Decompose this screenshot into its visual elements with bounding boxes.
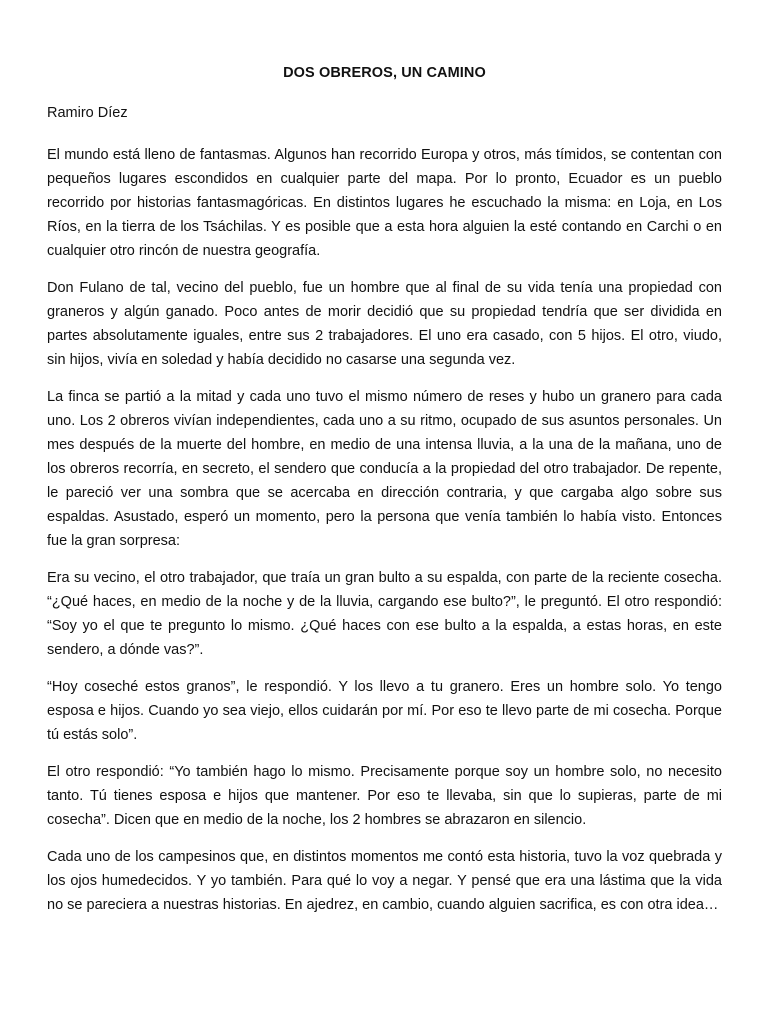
paragraph-7: Cada uno de los campesinos que, en distintos momentos me contó esta historia, tuvo la voz quebrada y los ojos humedecidos. Y yo también. Para qué lo voy a negar. Y pensé que era una lástima que la vida no se pareciera a nuestras historias. En ajedrez, en cambio, cuando alguien sacrifica, es con otra idea… — [47, 849, 722, 913]
paragraph-3: La finca se partió a la mitad y cada uno tuvo el mismo número de reses y hubo un granero para cada uno. Los 2 obreros vivían independientes, cada uno a su ritmo, ocupado de sus asuntos personales. Un mes después de la muerte del hombre, en medio de una intensa lluvia, a la una de la mañana, uno de los obreros recorría, en secreto, el sendero que conducía a la propiedad del otro trabajador. De repente, le pareció ver una sombra que se acercaba en dirección contraria, y que cargaba algo sobre sus espaldas. Asustado, esperó un momento, pero la persona que venía también lo había visto. Entonces fue la gran sorpresa: — [47, 389, 722, 549]
paragraph-2: Don Fulano de tal, vecino del pueblo, fue un hombre que al final de su vida tenía una propiedad con graneros y algún ganado. Poco antes de morir decidió que su propiedad tendría que ser dividida en partes absolutamente iguales, entre sus 2 trabajadores. El uno era casado, con 5 hijos. El otro, viudo, sin hijos, vivía en soledad y había decidido no casarse una segunda vez. — [47, 280, 722, 368]
document-page — [47, 63, 722, 930]
paragraph-5: “Hoy coseché estos granos”, le respondió. Y los llevo a tu granero. Eres un hombre solo. Yo tengo esposa e hijos. Cuando yo sea viejo, ellos cuidarán por mí. Por eso te llevo parte de mi cosecha. Porque tú estás solo”. — [47, 679, 722, 743]
paragraph-4: Era su vecino, el otro trabajador, que traía un gran bulto a su espalda, con parte de la reciente cosecha. “¿Qué haces, en medio de la noche y de la lluvia, cargando ese bulto?”, le preguntó. El otro respondió: “Soy yo el que te pregunto lo mismo. ¿Qué haces con ese bulto a la espalda, a estas horas, en este sendero, a dónde vas?”. — [47, 570, 722, 658]
document-title: DOS OBREROS, UN CAMINO — [283, 65, 486, 81]
paragraph-1: El mundo está lleno de fantasmas. Algunos han recorrido Europa y otros, más tímidos, se contentan con pequeños lugares escondidos en cualquier parte del mapa. Por lo pronto, Ecuador es un pueblo recorrido por historias fantasmagóricas. En distintos lugares he escuchado la misma: en Loja, en Los Ríos, en la tierra de los Tsáchilas. Y es posible que a esta hora alguien la esté contando en Carchi o en cualquier otro rincón de nuestra geografía. — [47, 147, 722, 259]
document-author: Ramiro Díez — [47, 105, 128, 121]
paragraph-6: El otro respondió: “Yo también hago lo mismo. Precisamente porque soy un hombre solo, no necesito tanto. Tú tienes esposa e hijos que mantener. Por eso te llevaba, sin que lo supieras, parte de mi cosecha”. Dicen que en medio de la noche, los 2 hombres se abrazaron en silencio. — [47, 764, 722, 828]
